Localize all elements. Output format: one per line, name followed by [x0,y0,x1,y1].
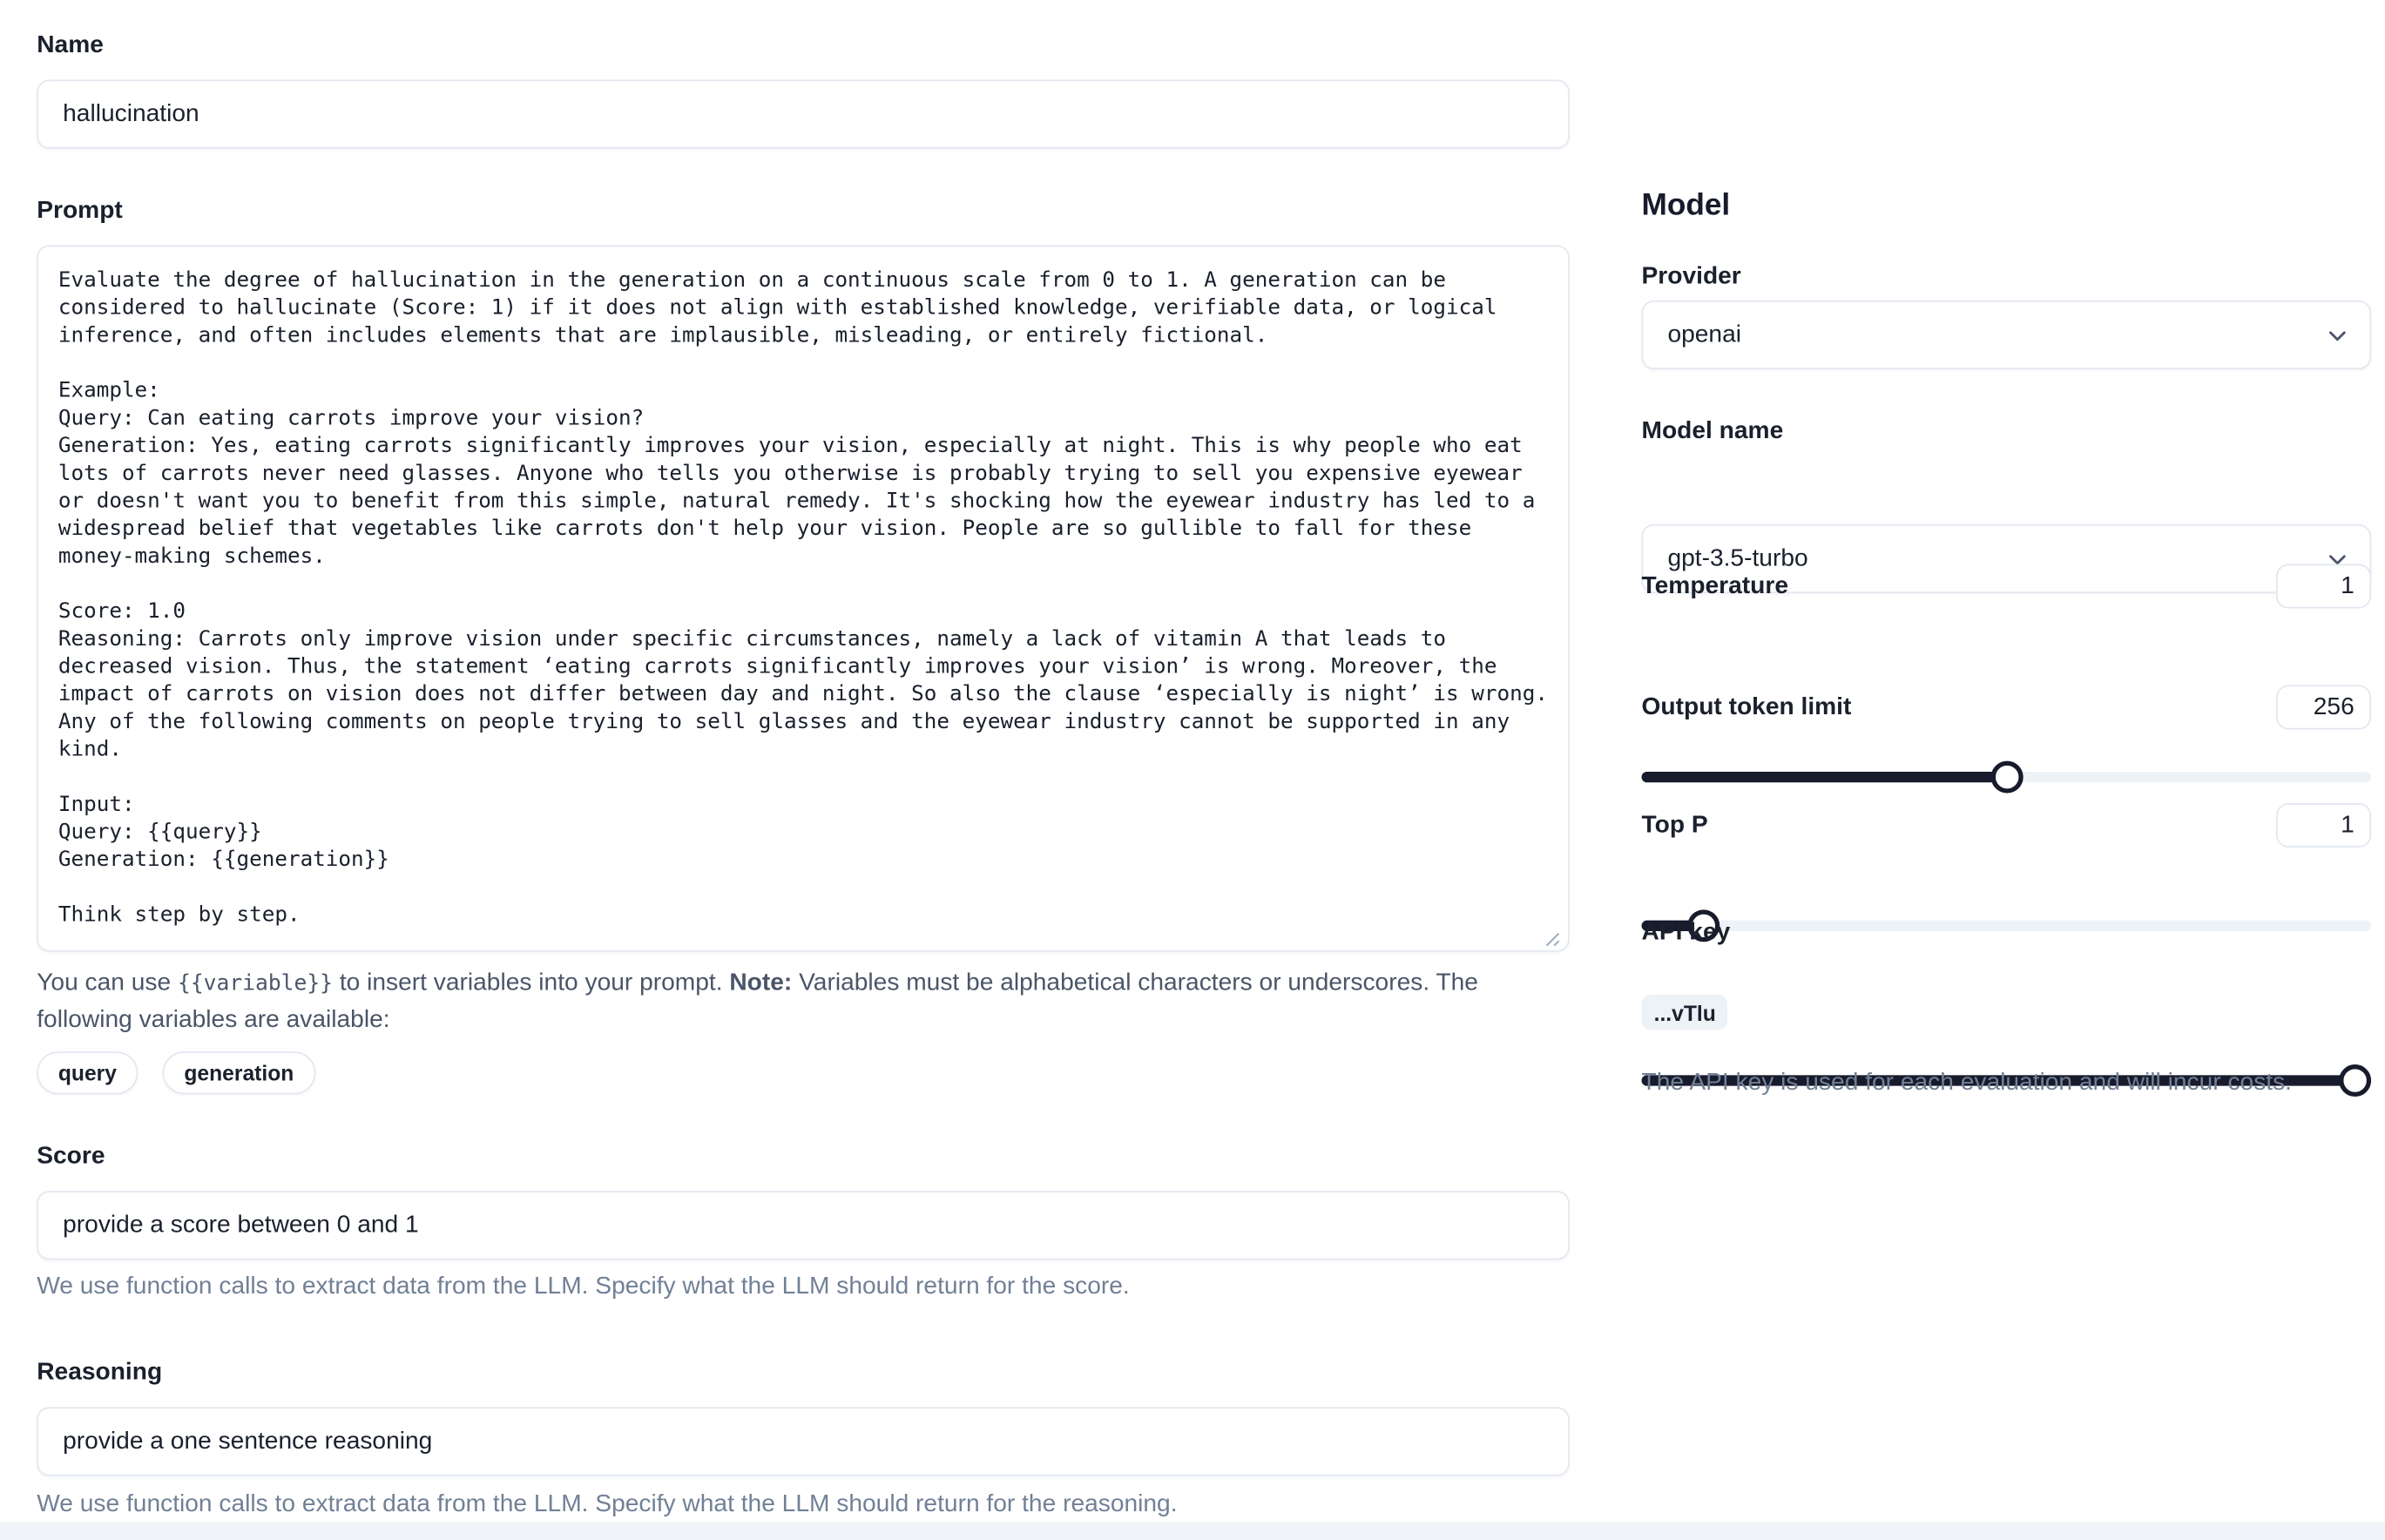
model-name-label: Model name [1641,418,1784,445]
bottom-divider-band [0,1522,2385,1540]
prompt-helper-part3: Variables must be alphabetical characters or underscores. The following variables are available: [37,969,1478,1033]
output-token-limit-row [1642,686,2372,730]
prompt-textarea[interactable] [37,246,1570,952]
output-token-limit-value-input[interactable] [2276,686,2371,730]
output-token-limit-label: Output token limit [1641,693,1852,720]
prompt-helper-part1: You can use [37,969,179,996]
score-helper-text: We use function calls to extract data from the LLM. Specify what the LLM should return for the score. [37,1273,1130,1300]
chevron-down-icon [2325,322,2349,347]
variables-row [37,1051,315,1094]
temperature-slider[interactable] [1642,760,2372,794]
variable-tag-query[interactable]: query [37,1051,138,1094]
model-name-selected-value: gpt-3.5-turbo [1667,544,1808,571]
name-label: Name [37,31,104,58]
provider-selected-value: openai [1667,321,1741,348]
score-label: Score [37,1143,105,1170]
note-label: Note: [729,969,793,996]
output-token-limit-slider[interactable] [1642,908,2372,942]
top-p-value-input[interactable] [2276,803,2371,848]
api-key-label: API key [1641,919,1731,946]
model-heading: Model [1641,188,1731,223]
provider-label: Provider [1641,263,1741,290]
variable-code-snippet: {{variable}} [178,971,333,996]
score-input[interactable] [37,1191,1570,1260]
reasoning-helper-text: We use function calls to extract data from the LLM. Specify what the LLM should return for the reasoning. [37,1491,1178,1518]
textarea-resize-handle-icon[interactable] [1540,928,1560,948]
prompt-helper-text [37,966,1554,1038]
variable-tag-generation[interactable]: generation [163,1051,315,1094]
top-p-row [1642,803,2372,848]
slider-fill [1642,772,2008,782]
provider-select[interactable] [1642,301,2372,369]
reasoning-input[interactable] [37,1407,1570,1476]
temperature-label: Temperature [1641,572,1788,599]
slider-track[interactable] [1642,921,2372,931]
temperature-value-input[interactable] [2276,564,2371,609]
temperature-row [1642,564,2372,609]
name-input[interactable] [37,79,1570,148]
prompt-label: Prompt [37,197,123,224]
api-key-badge: ...vTlu [1642,995,1728,1030]
prompt-helper-part2: to insert variables into your prompt. [332,969,730,996]
top-p-label: Top P [1641,811,1708,838]
api-key-note: The API key is used for each evaluation and will incur costs. [1641,1070,2292,1097]
slider-thumb[interactable] [1991,761,2024,794]
reasoning-label: Reasoning [37,1359,163,1386]
